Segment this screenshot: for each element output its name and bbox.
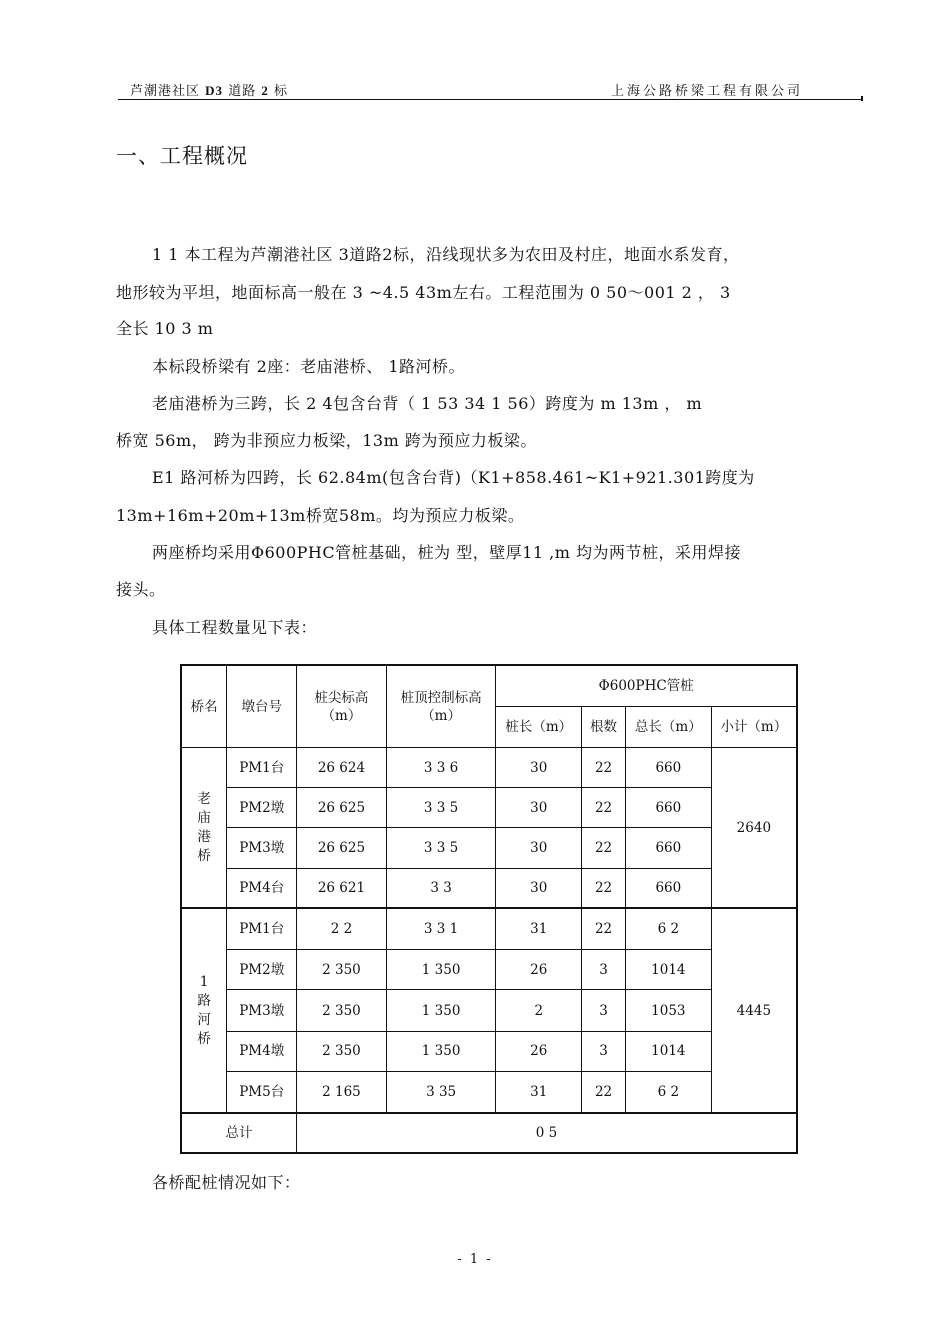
project-mid: 道路 bbox=[228, 84, 257, 99]
top-cell: 3 3 5 bbox=[386, 828, 496, 868]
page-number: - 1 - bbox=[457, 1252, 493, 1267]
table-row bbox=[181, 868, 797, 908]
para-6: 具体工程数量见下表： bbox=[152, 618, 318, 637]
tip-cell: 2 165 bbox=[297, 1071, 387, 1112]
header-rule bbox=[118, 99, 862, 100]
count-cell: 3 bbox=[582, 1031, 626, 1071]
para-4-line-1: E1 路河桥为四跨，长 62.84m(包含台背)（K1+858.461~K1+921.301跨度为 bbox=[152, 468, 755, 487]
total-cell: 1014 bbox=[625, 950, 711, 990]
table-row bbox=[181, 950, 797, 990]
pile-quantity-table bbox=[180, 664, 798, 1154]
top-cell: 3 3 6 bbox=[386, 748, 496, 788]
header-pile-count: 根数 bbox=[582, 706, 626, 747]
project-code: D3 bbox=[205, 83, 224, 98]
pier-cell: PM3墩 bbox=[227, 990, 297, 1031]
count-cell: 22 bbox=[582, 868, 626, 908]
pier-cell: PM1台 bbox=[227, 748, 297, 788]
count-cell: 3 bbox=[582, 990, 626, 1031]
top-cell: 1 350 bbox=[386, 1031, 496, 1071]
section-heading: 一、工程概况 bbox=[116, 144, 248, 168]
length-cell: 30 bbox=[496, 788, 582, 828]
header-total-length: 总长（m） bbox=[625, 706, 711, 747]
bridge-2-subtotal: 4445 bbox=[711, 908, 797, 1112]
top-cell: 3 3 1 bbox=[386, 908, 496, 949]
tip-cell: 26 625 bbox=[297, 828, 387, 868]
total-cell: 1014 bbox=[625, 1031, 711, 1071]
para-1-line-2: 地形较为平坦，地面标高一般在 3 ~4.5 43m左右。工程范围为 0 50～001 2 ， 3 bbox=[116, 283, 731, 302]
header-pier-number: 墩台号 bbox=[227, 665, 297, 748]
para-5-line-2: 接头。 bbox=[116, 580, 166, 599]
count-cell: 22 bbox=[582, 788, 626, 828]
table-row bbox=[181, 788, 797, 828]
top-cell: 3 3 bbox=[386, 868, 496, 908]
pier-cell: PM3墩 bbox=[227, 828, 297, 868]
tip-cell: 26 621 bbox=[297, 868, 387, 908]
pier-cell: PM1台 bbox=[227, 908, 297, 949]
tip-cell: 2 2 bbox=[297, 908, 387, 949]
total-label: 总计 bbox=[181, 1113, 297, 1153]
bridge-1-name-cell bbox=[181, 748, 227, 909]
length-cell: 26 bbox=[496, 1031, 582, 1071]
length-cell: 26 bbox=[496, 950, 582, 990]
pier-cell: PM2墩 bbox=[227, 788, 297, 828]
length-cell: 31 bbox=[496, 1071, 582, 1112]
para-7: 各桥配桩情况如下： bbox=[152, 1173, 301, 1192]
header-pile-length: 桩长（m） bbox=[496, 706, 582, 747]
running-header-company: 上海公路桥梁工程有限公司 bbox=[611, 84, 804, 99]
header-pile-group: Φ600PHC管桩 bbox=[496, 665, 797, 706]
header-top-label: 桩顶控制标高 bbox=[400, 689, 482, 706]
length-cell: 31 bbox=[496, 908, 582, 949]
total-cell: 660 bbox=[625, 748, 711, 788]
top-cell: 3 3 5 bbox=[386, 788, 496, 828]
header-tip-label: 桩尖标高 bbox=[314, 689, 369, 706]
header-bridge-name: 桥名 bbox=[181, 665, 227, 748]
para-5-line-1: 两座桥均采用Φ600PHC管桩基础，桩为 型，壁厚11 ,m 均为两节桩，采用焊接 bbox=[152, 543, 741, 562]
pier-cell: PM5台 bbox=[227, 1071, 297, 1112]
bridge-1-subtotal: 2640 bbox=[711, 748, 797, 909]
para-3-line-1: 老庙港桥为三跨，长 2 4包含台背（ 1 53 34 1 56）跨度为 m 13m ， m bbox=[152, 394, 703, 413]
length-cell: 30 bbox=[496, 868, 582, 908]
project-suffix: 标 bbox=[273, 84, 288, 99]
para-4-line-2: 13m+16m+20m+13m桥宽58m。均为预应力板梁。 bbox=[116, 506, 525, 525]
top-cell: 1 350 bbox=[386, 990, 496, 1031]
table-row bbox=[181, 1071, 797, 1112]
running-header-project bbox=[130, 80, 288, 99]
count-cell: 22 bbox=[582, 1071, 626, 1112]
bridge-2-name-cell bbox=[181, 908, 227, 1112]
table-row bbox=[181, 828, 797, 868]
total-cell: 660 bbox=[625, 828, 711, 868]
total-value: 0 5 bbox=[297, 1113, 797, 1153]
total-cell: 1053 bbox=[625, 990, 711, 1031]
count-cell: 22 bbox=[582, 828, 626, 868]
para-1-line-1: 1 1 本工程为芦潮港社区 3道路2标，沿线现状多为农田及村庄，地面水系发育， bbox=[152, 245, 740, 264]
total-cell: 660 bbox=[625, 868, 711, 908]
table-row bbox=[181, 748, 797, 788]
count-cell: 22 bbox=[582, 748, 626, 788]
total-cell: 660 bbox=[625, 788, 711, 828]
header-top-elevation bbox=[386, 665, 496, 748]
total-cell: 6 2 bbox=[625, 1071, 711, 1112]
count-cell: 3 bbox=[582, 950, 626, 990]
table-row bbox=[181, 908, 797, 949]
length-cell: 2 bbox=[496, 990, 582, 1031]
pier-cell: PM2墩 bbox=[227, 950, 297, 990]
header-top-unit: （m） bbox=[421, 707, 461, 724]
length-cell: 30 bbox=[496, 748, 582, 788]
bridge-2-name: 1路河桥 bbox=[197, 973, 211, 1047]
total-cell: 6 2 bbox=[625, 908, 711, 949]
header-tip-unit: （m） bbox=[321, 707, 362, 724]
para-3-line-2: 桥宽 56m， 跨为非预应力板梁，13m 跨为预应力板梁。 bbox=[116, 431, 537, 450]
top-cell: 1 350 bbox=[386, 950, 496, 990]
para-2: 本标段桥梁有 2座：老庙港桥、 1路河桥。 bbox=[152, 357, 466, 376]
pier-cell: PM4台 bbox=[227, 868, 297, 908]
top-cell: 3 35 bbox=[386, 1071, 496, 1112]
header-rule-tick bbox=[861, 96, 863, 101]
table-row bbox=[181, 1031, 797, 1071]
count-cell: 22 bbox=[582, 908, 626, 949]
length-cell: 30 bbox=[496, 828, 582, 868]
bridge-1-name: 老庙港桥 bbox=[197, 790, 211, 864]
tip-cell: 2 350 bbox=[297, 950, 387, 990]
pier-cell: PM4墩 bbox=[227, 1031, 297, 1071]
tip-cell: 2 350 bbox=[297, 990, 387, 1031]
table-total-row bbox=[181, 1113, 797, 1153]
tip-cell: 26 625 bbox=[297, 788, 387, 828]
project-num: 2 bbox=[261, 83, 269, 98]
tip-cell: 2 350 bbox=[297, 1031, 387, 1071]
header-subtotal: 小计（m） bbox=[711, 706, 797, 747]
header-tip-elevation bbox=[297, 665, 387, 748]
project-prefix: 芦潮港社区 bbox=[130, 84, 201, 99]
tip-cell: 26 624 bbox=[297, 748, 387, 788]
para-1-line-3: 全长 10 3 m bbox=[116, 319, 214, 338]
table-row bbox=[181, 990, 797, 1031]
